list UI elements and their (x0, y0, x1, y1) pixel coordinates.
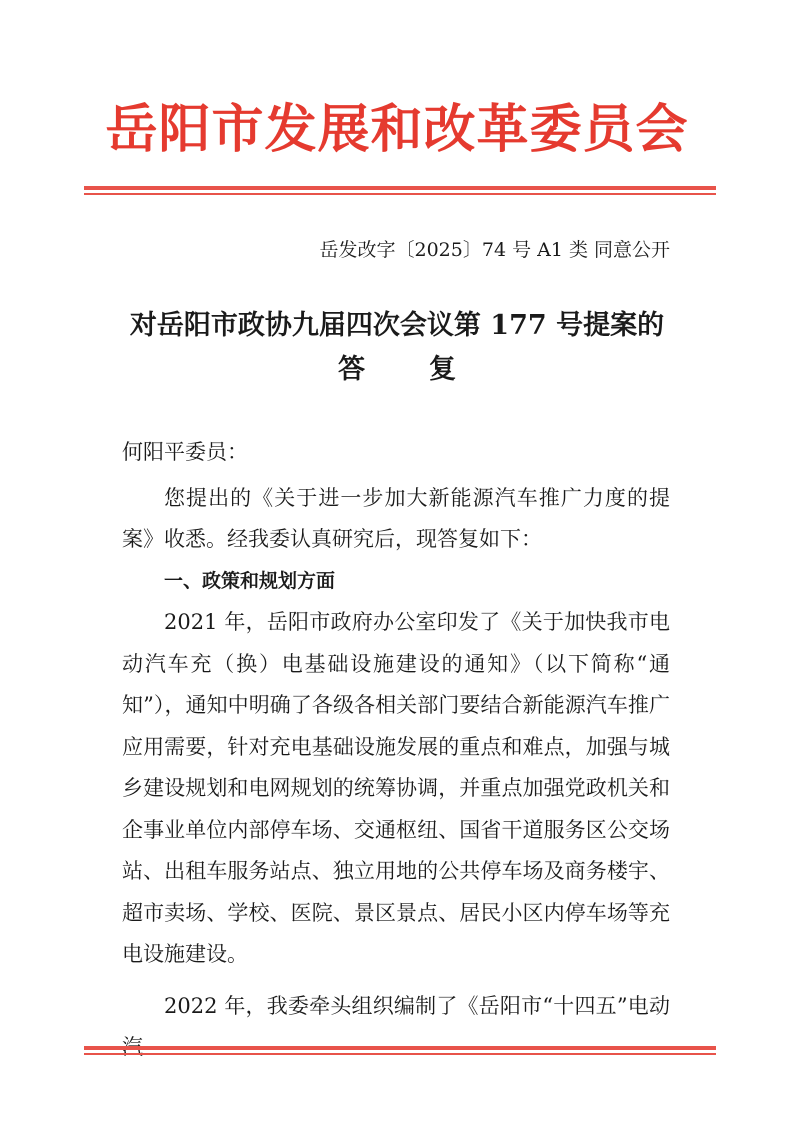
document-number: 岳发改字〔2025〕74 号 A1 类 同意公开 (319, 239, 670, 261)
letterhead-title: 岳阳市发展和改革委员会 (105, 99, 689, 160)
intro-paragraph: 您提出的《关于进一步加大新能源汽车推广力度的提案》收悉。经我委认真研究后，现答复如下： (122, 485, 670, 551)
salutation: 何阳平委员： (122, 440, 248, 464)
letterhead-rule-thin (84, 193, 716, 195)
footer-rule-thin (84, 1053, 716, 1055)
body-paragraph: 2022 年，我委牵头组织编制了《岳阳市“十四五”电动汽 (122, 993, 670, 1059)
section-heading: 一、政策和规划方面 (164, 569, 336, 592)
letterhead-rule-thick (84, 186, 716, 190)
document-title-line2: 答复 (338, 354, 520, 385)
body-paragraph: 2021 年，岳阳市政府办公室印发了《关于加快我市电动汽车充（换）电基础设施建设的通知》（以下简称“通知”），通知中明确了各级各相关部门要结合新能源汽车推广应用需要，针对充电基础设施发展的重点和难点，加强与城乡建设规划和电网规划的统筹协调，并重点加强党政机关和企事业单位内部停车场、交通枢纽、国省干道服务区公交场站、出租车服务站点、独立用地的公共停车场及商务楼宇、超市卖场、学校、医院、景区景点、居民小区内停车场等充电设施建设。 (122, 610, 670, 966)
document-title-line1: 对岳阳市政协九届四次会议第 177 号提案的 (129, 310, 665, 341)
document-body (122, 432, 670, 1069)
footer-rule-thick (84, 1046, 716, 1050)
